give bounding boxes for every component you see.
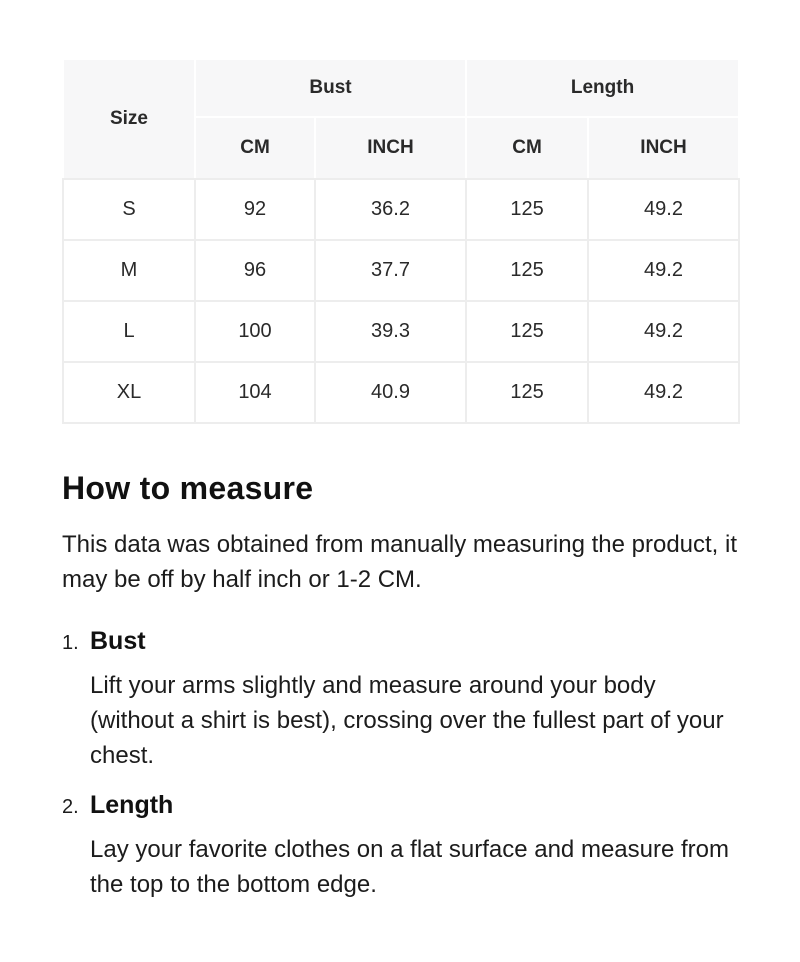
cell-size: S [63, 179, 195, 240]
cell-length-inch: 49.2 [588, 301, 739, 362]
cell-length-cm: 125 [466, 179, 588, 240]
header-row-groups [63, 59, 739, 117]
col-header-length: Length [466, 59, 739, 117]
step-description: Lift your arms slightly and measure around your body (without a shirt is best), crossing over the fullest part of your chest. [90, 672, 724, 769]
measure-steps-list [62, 627, 738, 902]
cell-size: M [63, 240, 195, 301]
measure-intro-text: This data was obtained from manually measuring the product, it may be off by half inch or 1-2 CM. [62, 531, 738, 593]
cell-size: L [63, 301, 195, 362]
cell-length-cm: 125 [466, 362, 588, 423]
cell-bust-inch: 36.2 [315, 179, 466, 240]
step-number: 1. [62, 632, 79, 654]
step-number: 2. [62, 796, 79, 818]
table-row-m [63, 240, 739, 301]
cell-length-inch: 49.2 [588, 240, 739, 301]
how-to-measure-heading: How to measure [62, 470, 314, 506]
cell-length-inch: 49.2 [588, 179, 739, 240]
cell-size: XL [63, 362, 195, 423]
cell-bust-inch: 40.9 [315, 362, 466, 423]
size-chart-table [62, 58, 740, 424]
cell-length-cm: 125 [466, 240, 588, 301]
step-bust-heading [62, 627, 738, 656]
table-row-l [63, 301, 739, 362]
step-title: Length [90, 791, 174, 819]
step-length [62, 791, 738, 902]
col-header-size: Size [63, 59, 195, 179]
cell-bust-inch: 39.3 [315, 301, 466, 362]
col-header-bust-inch: INCH [315, 117, 466, 179]
step-title: Bust [90, 627, 146, 655]
table-row-xl [63, 362, 739, 423]
cell-bust-cm: 92 [195, 179, 315, 240]
cell-bust-cm: 100 [195, 301, 315, 362]
cell-bust-cm: 96 [195, 240, 315, 301]
col-header-length-inch: INCH [588, 117, 739, 179]
cell-bust-cm: 104 [195, 362, 315, 423]
step-length-heading [62, 791, 738, 820]
col-header-bust-cm: CM [195, 117, 315, 179]
cell-length-cm: 125 [466, 301, 588, 362]
col-header-length-cm: CM [466, 117, 588, 179]
col-header-bust: Bust [195, 59, 466, 117]
cell-length-inch: 49.2 [588, 362, 739, 423]
step-description: Lay your favorite clothes on a flat surface and measure from the top to the bottom edge. [90, 836, 729, 898]
table-row-s [63, 179, 739, 240]
step-bust [62, 627, 738, 773]
cell-bust-inch: 37.7 [315, 240, 466, 301]
